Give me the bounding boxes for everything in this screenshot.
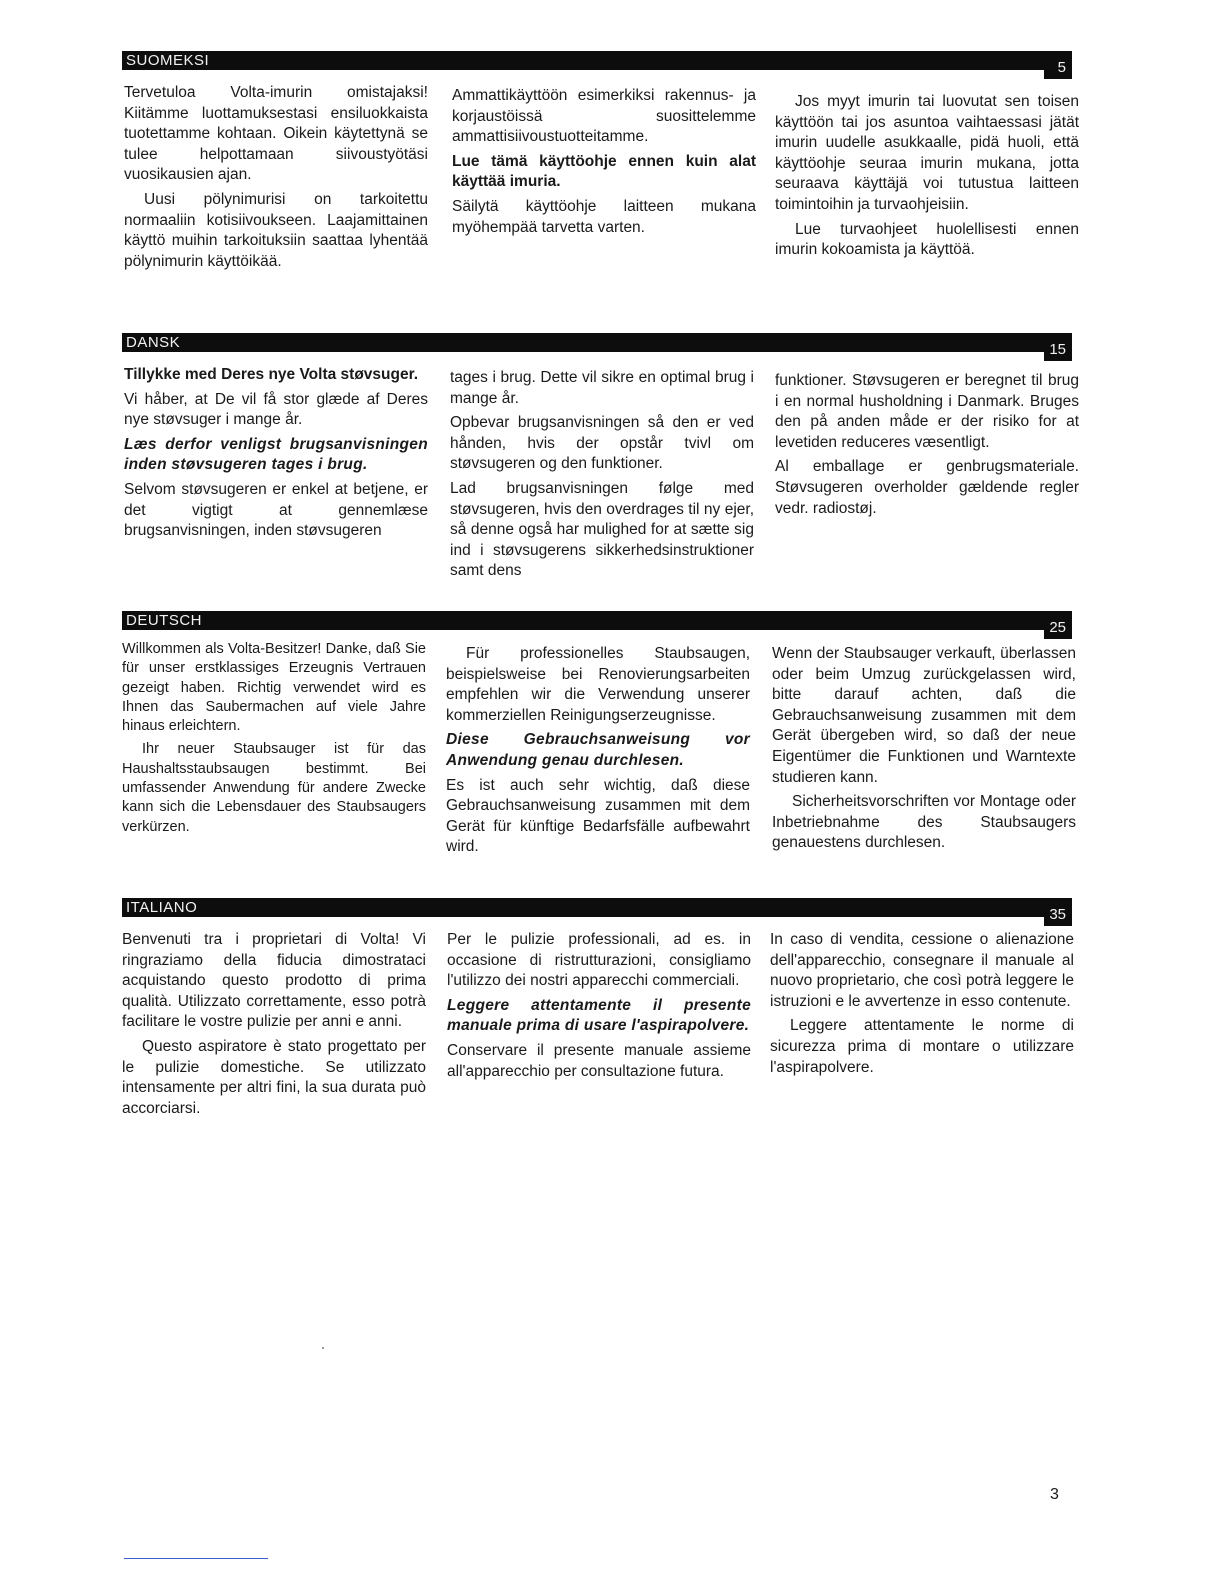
paragraph: Al emballage er genbrugsmateriale. Støvsugeren overholder gældende regler vedr. radiostøj.: [775, 458, 1079, 517]
column-2: [447, 930, 751, 1086]
column-3: [775, 371, 1079, 523]
column-1: [124, 83, 428, 276]
page-reference: 15: [1044, 333, 1072, 361]
paragraph-bold-italic: Leggere attentamente il presente manuale prima di usare l'aspirapolvere.: [447, 996, 751, 1035]
paragraph: Selvom støvsugeren er enkel at betjene, er det vigtigt at gennemlæse brugsanvisningen, inden støvsugeren: [124, 480, 428, 540]
language-label: DANSK: [126, 334, 181, 351]
column-1: [122, 930, 426, 1123]
language-label: SUOMEKSI: [126, 52, 210, 69]
column-3: [772, 644, 1076, 858]
column-2: [446, 644, 750, 862]
paragraph: Wenn der Staubsauger verkauft, überlassen oder beim Umzug zurückgelassen wird, bitte darauf achten, daß die Gebrauchsanweisung zusammen mit dem Gerät übergeben wird, so daß der neue Eigentümer die Funktionen und Warntexte studieren kann.: [772, 645, 1076, 786]
section-suomeksi: [122, 51, 1079, 341]
paragraph: funktioner. Støvsugeren er beregnet til brug i en normal husholdning i Danmark. Bruges den på anden måde er der risiko for at levetiden reduceres væsentligt.: [775, 372, 1079, 451]
paragraph-bold-italic: Diese Gebrauchsanweisung vor Anwendung genau durchlesen.: [446, 731, 750, 769]
column-1: [124, 365, 428, 546]
paragraph: Vi håber, at De vil få stor glæde af Deres nye støvsuger i mange år.: [124, 390, 428, 429]
page-number: 3: [1050, 1486, 1059, 1503]
section-italiano: [122, 898, 1072, 1158]
section-header-bar: [122, 611, 1072, 630]
paragraph: Lad brugsanvisningen følge med støvsugeren, hvis den overdrages til ny ejer, så denne også har mulighed for at sætte sig ind i støvsugerens sikkerhedsinstruktioner samt dens: [450, 479, 754, 580]
page-reference: 5: [1044, 51, 1072, 79]
page-reference: 35: [1044, 898, 1072, 926]
paragraph: Questo aspiratore è stato progettato per le pulizie domestiche. Se utilizzato intensamente per altri fini, la sua durata può accorciarsi.: [122, 1037, 426, 1117]
column-3: [775, 92, 1079, 265]
paragraph-bold: Lue tämä käyttöohje ennen kuin alat käyttää imuria.: [452, 152, 756, 191]
paragraph: Es ist auch sehr wichtig, daß diese Gebrauchsanweisung zusammen mit dem Gerät für künftige Bedarfsfälle aufbewahrt wird.: [446, 776, 750, 856]
column-2: [452, 86, 756, 242]
language-label: ITALIANO: [126, 899, 198, 916]
page-reference: 25: [1044, 611, 1072, 639]
paragraph: Willkommen als Volta-Besitzer! Danke, daß Sie für unser erstklassiges Erzeugnis Vertrauen gezeigt haben. Richtig verwendet wird es Ihnen das Saubermachen auf viele Jahre hinaus erleichtern.: [122, 641, 426, 735]
column-3: [770, 930, 1074, 1082]
paragraph: Opbevar brugsanvisningen så den er ved hånden, hvis der opstår tvivl om støvsugeren og den funktioner.: [450, 414, 754, 473]
column-2: [450, 368, 754, 586]
language-label: DEUTSCH: [126, 612, 203, 629]
paragraph: Conservare il presente manuale assieme all'apparecchio per consultazione futura.: [447, 1041, 751, 1080]
paragraph: tages i brug. Dette vil sikre en optimal brug i mange år.: [450, 369, 754, 407]
paragraph: Tervetuloa Volta-imurin omistajaksi! Kiitämme luottamuksestasi ensiluokkaista tuotettamme kohtaan. Oikein käytettynä se tulee helpottamaan siivoustyötäsi vuosikausien ajan.: [124, 84, 428, 184]
section-dansk: [122, 333, 1079, 603]
paragraph-bold: Tillykke med Deres nye Volta støvsuger.: [124, 366, 419, 383]
paragraph: Leggere attentamente le norme di sicurezza prima di montare o utilizzare l'aspirapolvere.: [770, 1017, 1074, 1076]
paragraph: Ihr neuer Staubsauger ist für das Haushaltsstaubsaugen bestimmt. Bei umfassender Anwendung für andere Zwecke kann sich die Lebensdauer des Staubsaugers verkürzen.: [122, 741, 426, 835]
paragraph: Säilytä käyttöohje laitteen mukana myöhempää tarvetta varten.: [452, 197, 756, 236]
paragraph: Per le pulizie professionali, ad es. in occasione di ristrutturazioni, consigliamo l'utilizzo dei nostri apparecchi commerciali.: [447, 931, 751, 990]
paragraph: Uusi pölynimurisi on tarkoitettu normaaliin kotisiivoukseen. Laajamittainen käyttö muihin tarkoituksiin saattaa lyhentää pölynimurin käyttöikää.: [124, 190, 428, 270]
paragraph: Ammattikäyttöön esimerkiksi rakennus- ja korjaustöissä suosittelemme ammattisiivoustuotteitamme.: [452, 87, 756, 146]
paragraph: Sicherheitsvorschriften vor Montage oder Inbetriebnahme des Staubsaugers genauestens durchlesen.: [772, 793, 1076, 852]
paragraph: Lue turvaohjeet huolellisesti ennen imurin kokoamista ja käyttöä.: [775, 220, 1079, 259]
footer-rule: [124, 1558, 268, 1559]
paragraph: Jos myyt imurin tai luovutat sen toisen käyttöön tai jos asuntoa vaihtaessasi jätät imurin uudelle asukkaalle, pidä huoli, että käyttöohje seuraa imurin mukana, jotta seuraava käyttäjä voi tutustua laitteen toimintoihin ja turvaohjeisiin.: [775, 93, 1079, 213]
paragraph: In caso di vendita, cessione o alienazione dell'apparecchio, consegnare il manuale al nuovo proprietario, che così potrà leggere le istruzioni e le avvertenze in esso contenute.: [770, 931, 1074, 1010]
section-header-bar: [122, 333, 1072, 352]
paragraph-bold-italic: Læs derfor venligst brugsanvisningen inden støvsugeren tages i brug.: [124, 435, 428, 474]
section-header-bar: [122, 51, 1072, 70]
paragraph: Benvenuti tra i proprietari di Volta! Vi ringraziamo della fiducia dimostrataci acquistando questo prodotto di prima qualità. Utilizzato correttamente, esso potrà facilitare le vostre pulizie per anni e anni.: [122, 931, 426, 1031]
scan-speck: [322, 1347, 324, 1349]
column-1: [122, 640, 426, 841]
section-header-bar: [122, 898, 1072, 917]
paragraph: Für professionelles Staubsaugen, beispielsweise bei Renovierungsarbeiten empfehlen wir die Verwendung unserer kommerziellen Reinigungserzeugnisse.: [446, 645, 750, 724]
section-deutsch: [122, 611, 1076, 886]
